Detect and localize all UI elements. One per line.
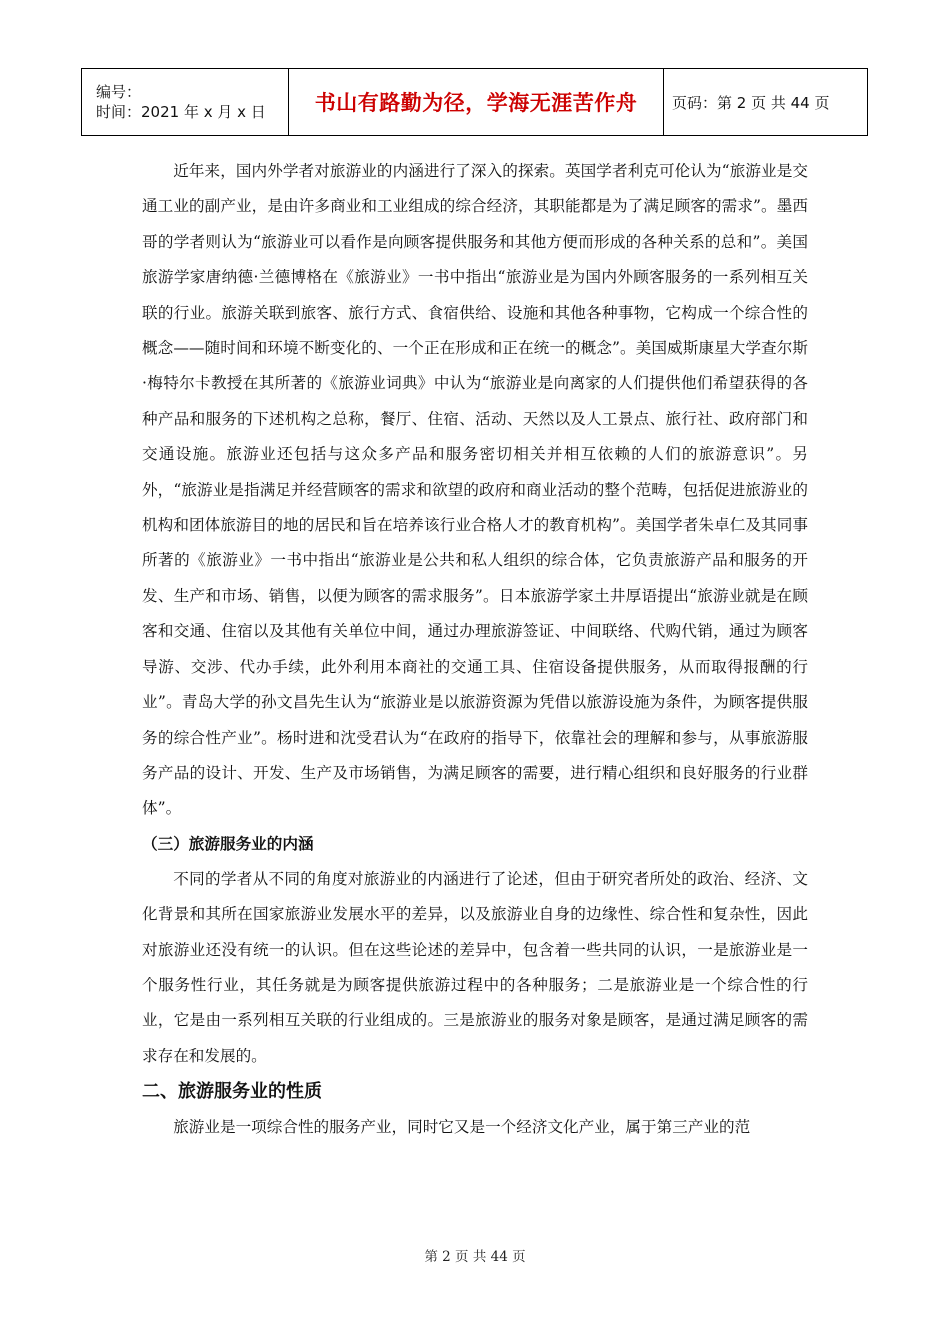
document-header (81, 68, 868, 136)
header-motto: 书山有路勤为径，学海无涯苦作舟 (289, 69, 664, 136)
section-heading: 二、旅游服务业的性质 (142, 1081, 322, 1103)
document-body (142, 154, 808, 1146)
body-paragraph: 近年来，国内外学者对旅游业的内涵进行了深入的探索。英国学者利克可伦认为“旅游业是交通工业的副产业，是由许多商业和工业组成的综合经济，其职能都是为了满足顾客的需求”。墨西哥的学者则认为“旅游业可以看作是向顾客提供服务和其他方便而形成的各种关系的总和”。美国旅游学家唐纳德·兰德博格在《旅游业》一书中指出“旅游业是为国内外顾客服务的一系列相互关联的行业。旅游关联到旅客、旅行方式、食宿供给、设施和其他各种事物，它构成一个综合性的概念——随时间和环境不断变化的、一个正在形成和正在统一的概念”。美国威斯康星大学查尔斯·梅特尔卡教授在其所著的《旅游业词典》中认为“旅游业是向离家的人们提供他们希望获得的各种产品和服务的下述机构之总称，餐厅、住宿、活动、天然以及人工景点、旅行社、政府部门和交通设施。旅游业还包括与这众多产品和服务密切相关并相互依赖的人们的旅游意识”。另外，“旅游业是指满足并经营顾客的需求和欲望的政府和商业活动的整个范畴，包括促进旅游业的机构和团体旅游目的地的居民和旨在培养该行业合格人才的教育机构”。美国学者朱卓仁及其同事所著的《旅游业》一书中指出“旅游业是公共和私人组织的综合体，它负责旅游产品和服务的开发、生产和市场、销售，以便为顾客的需求服务”。日本旅游学家土井厚语提出“旅游业就是在顾客和交通、住宿以及其他有关单位中间，通过办理旅游签证、中间联络、代购代销，通过为顾客导游、交涉、代办手续，此外利用本商社的交通工具、住宿设备提供服务，从而取得报酬的行业”。青岛大学的孙文昌先生认为“旅游业是以旅游资源为凭借以旅游设施为条件，为顾客提供服务的综合性产业”。杨时进和沈受君认为“在政府的指导下，依靠社会的理解和参与，从事旅游服务产品的设计、开发、生产及市场销售，为满足顾客的需要，进行精心组织和良好服务的行业群体”。 (142, 162, 808, 818)
body-paragraph: 旅游业是一项综合性的服务产业，同时它又是一个经济文化产业，属于第三产业的范 (173, 1118, 751, 1137)
page-footer: 第 2 页 共 44 页 (424, 1249, 526, 1265)
document-date-label: 时间：2021 年 x 月 x 日 (96, 103, 266, 121)
document-number-label: 编号： (96, 83, 142, 101)
body-paragraph: 不同的学者从不同的角度对旅游业的内涵进行了论述，但由于研究者所处的政治、经济、文化背景和其所在国家旅游业发展水平的差异，以及旅游业自身的边缘性、综合性和复杂性，因此对旅游业还没有统一的认识。但在这些论述的差异中，包含着一些共同的认识，一是旅游业是一个服务性行业，其任务就是为顾客提供旅游过程中的各种服务；二是旅游业是一个综合性的行业，它是由一系列相互关联的行业组成的。三是旅游业的服务对象是顾客，是通过满足顾客的需求存在和发展的。 (142, 869, 808, 1065)
header-meta-cell (82, 69, 289, 136)
subsection-heading: （三）旅游服务业的内涵 (142, 834, 314, 853)
header-page-code: 页码：第 2 页 共 44 页 (664, 69, 868, 136)
